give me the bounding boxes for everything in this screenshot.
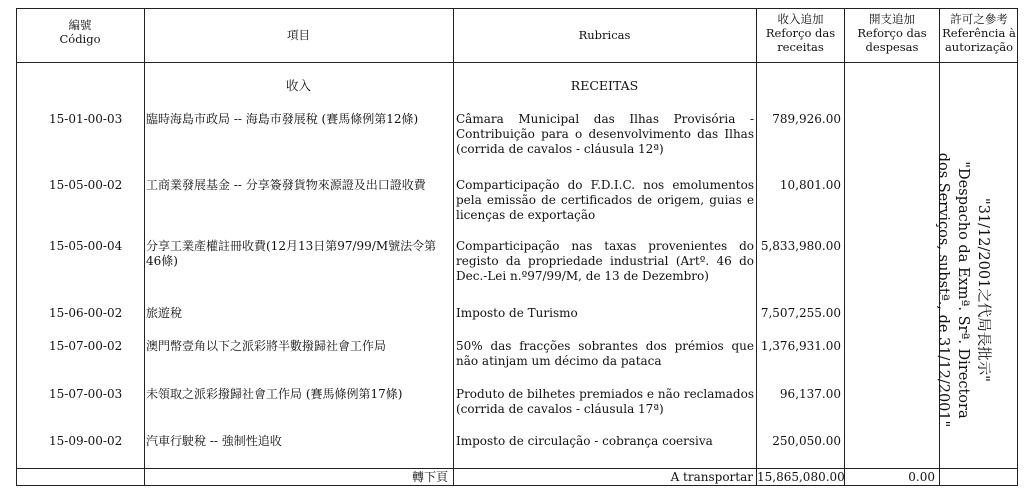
header-revenue-pt: Reforço das receitas — [765, 26, 836, 54]
header-code — [16, 18, 144, 46]
authorization-line-pt: "Despacho da Exmª. Srª. Directora dos Serviços, substª., de 31/12/2001" — [935, 152, 971, 428]
row-item-zh: 澳門幣壹角以下之派彩將半數撥歸社會工作局 — [146, 339, 387, 353]
header-item: 項目 — [287, 28, 310, 42]
footer-revenue-total: 15,865,080.00 — [757, 470, 845, 484]
row-code: 15-01-00-03 — [49, 112, 123, 126]
header-reference — [941, 12, 1017, 54]
header-reference-pt: Referência à autorização — [942, 26, 1016, 54]
row-code: 15-07-00-03 — [49, 387, 123, 401]
row-rubric-pt: Comparticipação nas taxas provenientes do registo da propriedade industrial (Artº. 46 do Dec.-Lei n.º97/99/M, de 13 de Dezembro) — [456, 239, 754, 283]
row-item-zh: 工商業發展基金 -- 分享簽發貨物來源證及出口證收費 — [146, 178, 426, 192]
row-rubric-pt: Comparticipação do F.D.I.C. nos emolumentos pela emissão de certificados de origem, guias e licenças de exportação — [456, 178, 754, 222]
header-expense-zh: 開支追加 — [869, 12, 915, 26]
header-expense-pt: Reforço das despesas — [857, 26, 927, 54]
row-code: 15-05-00-04 — [49, 239, 123, 253]
row-item-zh: 分享工業產權註冊收費(12月13日第97/99/M號法令第46條) — [146, 239, 437, 268]
row-amount: 10,801.00 — [779, 178, 841, 192]
row-rubric-pt: 50% das fracções sobrantes dos prémios que não atinjam um décimo da pataca — [456, 339, 754, 368]
header-revenue-zh: 收入追加 — [777, 12, 824, 26]
row-code: 15-05-00-02 — [49, 178, 123, 192]
row-rubric-pt: Câmara Municipal das Ilhas Provisória - Contribuição para o desenvolvimento das Ilhas (corrida de cavalos - cláusula 12ª) — [456, 112, 754, 156]
row-item-zh: 未領取之派彩撥歸社會工作局 (賽馬條例第17條) — [146, 387, 403, 401]
header-code-zh: 編號 — [68, 18, 92, 32]
header-code-pt: Código — [59, 32, 101, 46]
section-heading-zh: 收入 — [285, 78, 311, 93]
row-amount: 789,926.00 — [772, 112, 841, 126]
header-expense — [846, 12, 938, 54]
row-item-zh: 汽車行駛稅 -- 強制性追收 — [146, 434, 282, 448]
authorization-note — [908, 150, 1018, 430]
row-code: 15-06-00-02 — [49, 306, 123, 320]
row-amount: 96,137.00 — [779, 387, 841, 401]
header-revenue — [758, 12, 843, 54]
row-amount: 250,050.00 — [772, 434, 841, 448]
footer-expense-total: 0.00 — [908, 470, 935, 484]
section-heading-pt: RECEITAS — [570, 78, 639, 93]
row-amount: 5,833,980.00 — [760, 239, 841, 253]
row-rubric-pt: Produto de bilhetes premiados e não reclamados (corrida de cavalos - cláusula 17ª) — [456, 387, 754, 416]
row-amount: 1,376,931.00 — [760, 339, 841, 353]
budget-table — [16, 8, 1018, 486]
row-code: 15-09-00-02 — [49, 434, 123, 448]
authorization-line-zh: "31/12/2001之代局長批示" — [975, 198, 991, 382]
header-reference-zh: 許可之參考 — [950, 12, 1008, 26]
row-item-zh: 旅遊稅 — [146, 306, 183, 320]
footer-carry-zh: 轉下頁 — [411, 470, 448, 484]
header-rubric: Rubricas — [578, 28, 631, 42]
footer-carry-pt: A transportar — [670, 470, 753, 484]
row-item-zh: 臨時海島市政局 -- 海島市發展稅 (賽馬條例第12條) — [146, 112, 419, 126]
row-rubric-pt: Imposto de circulação - cobrança coersiva — [456, 434, 713, 448]
row-code: 15-07-00-02 — [49, 339, 123, 353]
row-rubric-pt: Imposto de Turismo — [456, 306, 578, 320]
row-amount: 7,507,255.00 — [760, 306, 841, 320]
